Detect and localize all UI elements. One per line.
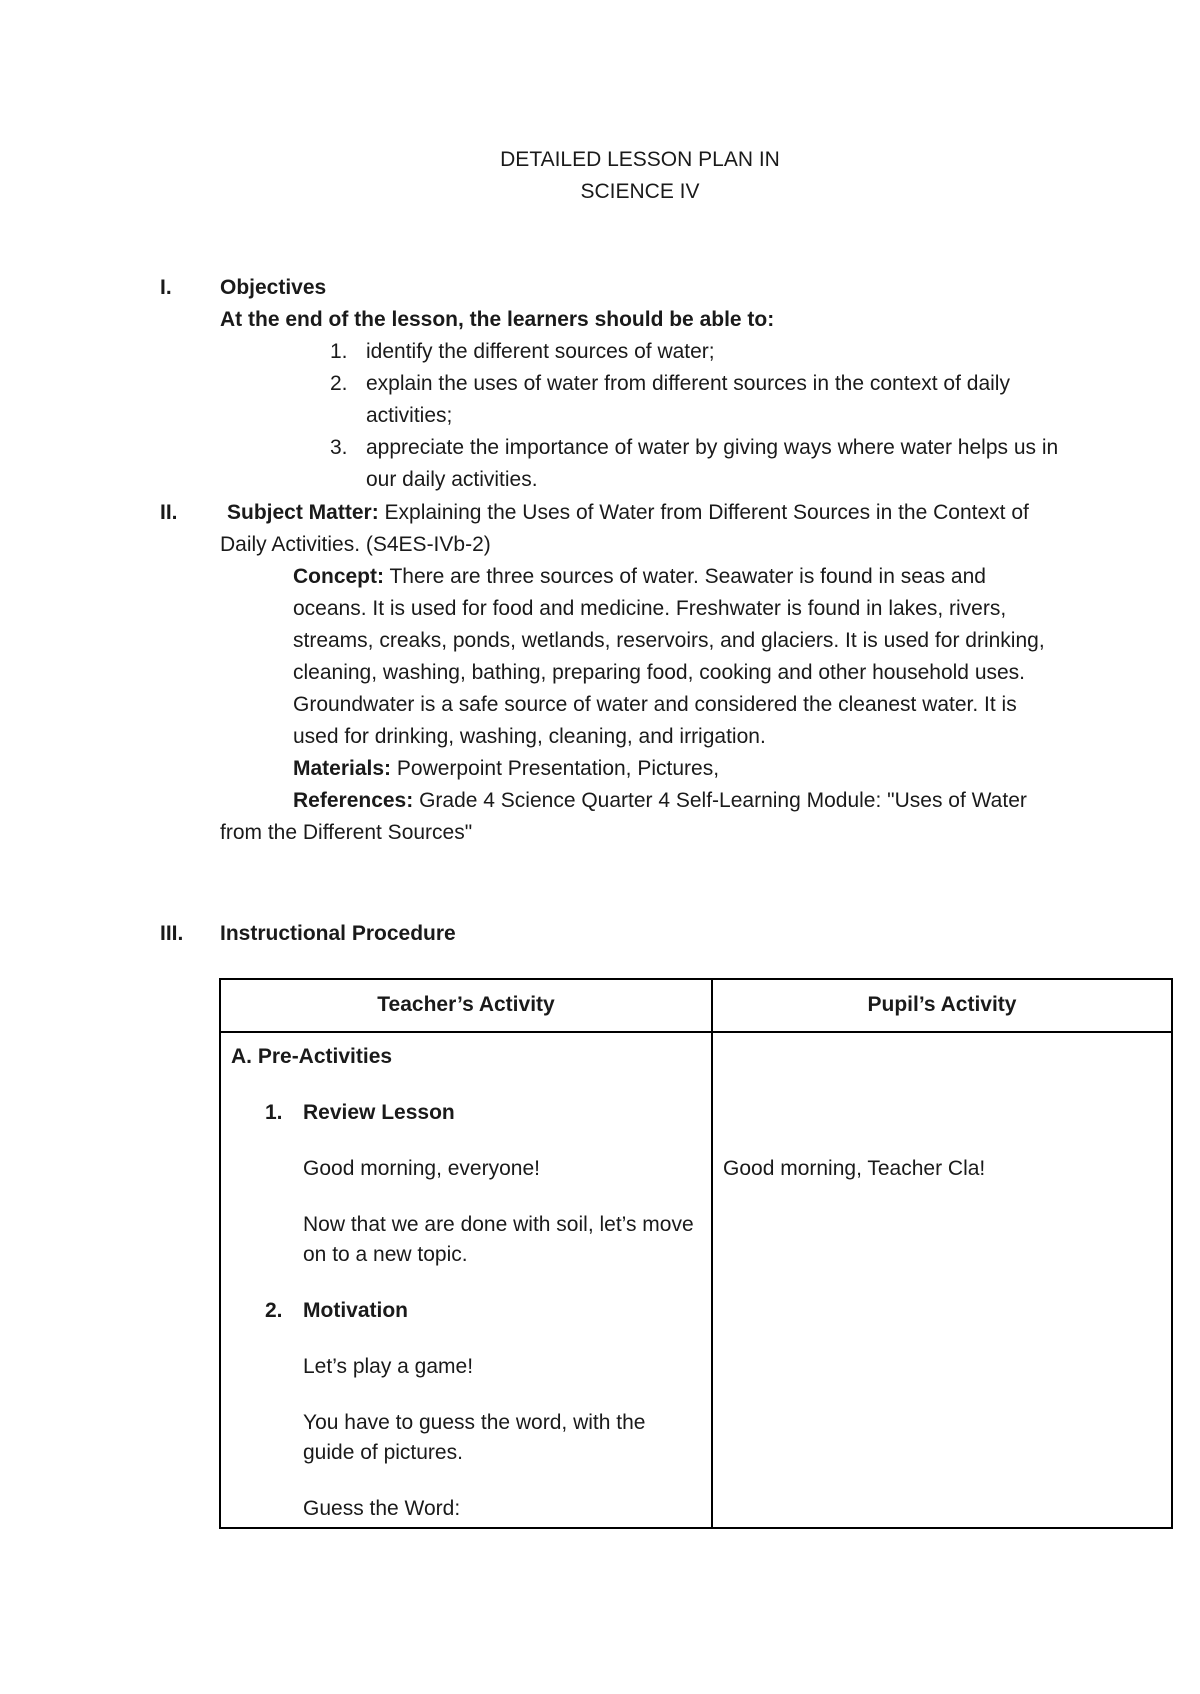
- table-header-divider: [221, 1031, 1171, 1033]
- procedure-table: [219, 978, 1173, 1529]
- objective-text: identify the different sources of water;: [366, 340, 715, 363]
- references-paragraph: [220, 785, 1060, 849]
- teacher-transition: Now that we are done with soil, let’s move on to a new topic.: [303, 1213, 694, 1266]
- references-text: Grade 4 Science Quarter 4 Self-Learning Module: "Uses of Water from the Different Sources": [220, 789, 1027, 844]
- objective-number: 2.: [330, 372, 348, 395]
- teacher-activity-header: Teacher’s Activity: [377, 993, 555, 1016]
- objectives-intro: At the end of the lesson, the learners should be able to:: [220, 308, 775, 331]
- subject-matter-paragraph: [220, 497, 1060, 561]
- materials-text: Powerpoint Presentation, Pictures,: [391, 757, 720, 780]
- review-lesson-heading: [231, 1098, 701, 1128]
- objectives-heading: Objectives: [220, 276, 327, 299]
- pupil-activity-header: Pupil’s Activity: [867, 993, 1017, 1016]
- objectives-list: [220, 336, 1060, 496]
- pupil-activity-cell: [723, 1042, 1163, 1184]
- objective-text: appreciate the importance of water by giving ways where water helps us in our daily activities.: [366, 436, 1059, 491]
- concept-paragraph: [220, 561, 1060, 753]
- procedure-numeral: III.: [160, 922, 184, 945]
- objective-number: 3.: [330, 436, 348, 459]
- materials-paragraph: [220, 753, 1060, 785]
- pupil-greeting: Good morning, Teacher Cla!: [723, 1157, 986, 1180]
- subject-matter-numeral: II.: [160, 501, 178, 524]
- subject-matter-label: Subject Matter:: [227, 501, 379, 524]
- concept-text: There are three sources of water. Seawater is found in seas and oceans. It is used for food and medicine. Freshwater is found in lakes, rivers, streams, creaks, ponds, wetlands, reservoirs, and glaciers. It is used for drinking, cleaning, washing, bathing, preparing food, cooking and other household uses. Groundwater is a safe source of water and considered the cleanest water. It is used for drinking, washing, cleaning, and irrigation.: [293, 565, 1045, 748]
- objective-item: [220, 336, 1060, 368]
- references-label: References:: [293, 789, 414, 812]
- objectives-numeral: I.: [160, 276, 172, 299]
- title-line-2: SCIENCE IV: [580, 180, 700, 203]
- subject-matter-body: [220, 497, 1060, 849]
- motivation-title: Motivation: [303, 1299, 408, 1322]
- materials-label: Materials:: [293, 757, 392, 780]
- procedure-heading: Instructional Procedure: [220, 922, 456, 945]
- motivation-heading: [231, 1296, 701, 1326]
- procedure-body: [220, 918, 1060, 950]
- pre-activities-heading: A. Pre-Activities: [231, 1045, 393, 1068]
- teacher-game: Let’s play a game!: [303, 1355, 474, 1378]
- objective-item: [220, 368, 1060, 432]
- table-column-divider: [711, 980, 713, 1527]
- objective-text: explain the uses of water from different sources in the context of daily activities;: [366, 372, 1010, 427]
- subject-matter-text: Explaining the Uses of Water from Different Sources in the Context of Daily Activities. (S4ES-IVb-2): [220, 501, 1029, 556]
- motivation-number: 2.: [265, 1299, 283, 1322]
- teacher-guess-instructions: You have to guess the word, with the guide of pictures.: [303, 1411, 646, 1464]
- title-line-1: DETAILED LESSON PLAN IN: [500, 148, 780, 171]
- review-lesson-number: 1.: [265, 1101, 283, 1124]
- objective-number: 1.: [330, 340, 348, 363]
- objective-item: [220, 432, 1060, 496]
- teacher-guess-word: Guess the Word:: [303, 1497, 461, 1520]
- teacher-activity-cell: [231, 1042, 701, 1524]
- concept-label: Concept:: [293, 565, 384, 588]
- objectives-body: [220, 272, 1060, 496]
- review-lesson-title: Review Lesson: [303, 1101, 455, 1124]
- teacher-greeting: Good morning, everyone!: [303, 1157, 540, 1180]
- document-title: [0, 144, 1200, 208]
